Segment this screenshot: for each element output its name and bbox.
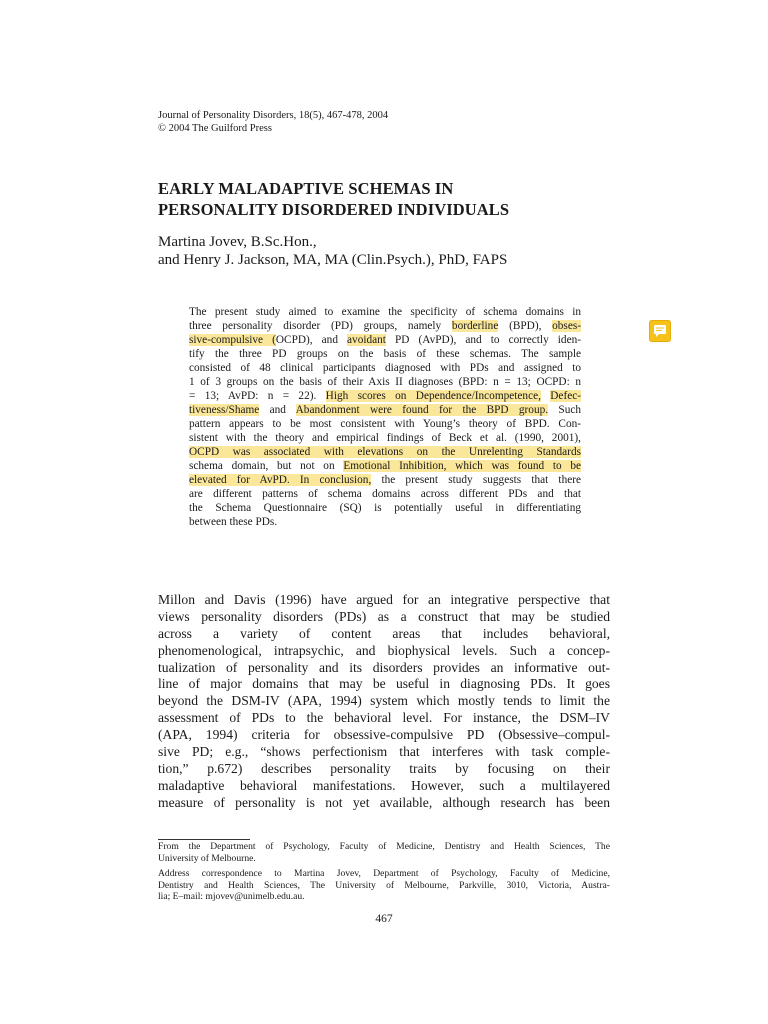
title-line-1: EARLY MALADAPTIVE SCHEMAS IN [158, 179, 454, 198]
body-line: measure of personality is not yet available, although research has been [158, 794, 610, 810]
journal-header [158, 109, 388, 135]
note-glyph [653, 324, 667, 338]
abstract-line: tify the three PD groups on the basis of these schemas. The sample [189, 348, 581, 360]
abstract-line: elevated for AvPD. In conclusion, the present study suggests that there [189, 474, 582, 486]
journal-copyright: © 2004 The Guilford Press [158, 123, 272, 134]
abstract-line: sive-compulsive (OCPD), and avoidant PD (AvPD), and to correctly iden- [189, 334, 581, 346]
footnote-line: Address correspondence to Martina Jovev, Department of Psychology, Faculty of Medicine, [158, 868, 610, 879]
footnote-rule [158, 839, 250, 840]
footnotes [158, 841, 610, 903]
footnote-line: Dentistry and Health Sciences, The University of Melbourne, Parkville, 3010, Victoria, Austra- [158, 879, 610, 891]
abstract [189, 305, 581, 529]
highlight[interactable]: OCPD was associated with elevations on the Unrelenting Standards [189, 446, 581, 458]
highlight[interactable]: avoidant [347, 334, 386, 346]
article-title [158, 178, 509, 220]
body-line: tualization of personality and its disorders provides an informative out- [158, 659, 610, 675]
article-authors [158, 233, 507, 269]
body-line: line of major domains that may be useful in diagnosing PDs. It goes [158, 676, 610, 692]
abstract-line: consisted of 48 clinical participants diagnosed with PDs and assigned to [189, 362, 581, 374]
abstract-line: = 13; AvPD: n = 22). High scores on Dependence/Incompetence, Defec- [189, 390, 581, 402]
body-line: across a variety of content areas that includes behavioral, [158, 625, 610, 641]
title-line-2: PERSONALITY DISORDERED INDIVIDUALS [158, 200, 510, 219]
abstract-line: 1 of 3 groups on the basis of their Axis II diagnoses (BPD: n = 13; OCPD: n [189, 376, 581, 388]
authors-line-1: Martina Jovev, B.Sc.Hon., [158, 234, 317, 250]
abstract-line: schema domain, but not on Emotional Inhibition, which was found to be [189, 460, 582, 472]
highlight[interactable]: Abandonment were found for the BPD group. [295, 404, 549, 416]
footnote-line: From the Department of Psychology, Faculty of Medicine, Dentistry and Health Sciences, The [158, 841, 610, 852]
body-line: views personality disorders (PDs) as a construct that may be studied [158, 608, 610, 624]
body-line: phenomenological, intrapsychic, and biophysical levels. Such a concep- [158, 642, 610, 658]
abstract-line: are different patterns of schema domains across different PDs and that [189, 488, 581, 500]
body-line: beyond the DSM-IV (APA, 1994) system which mostly tends to limit the [158, 693, 610, 709]
body-line: maladaptive behavioral manifestations. However, such a multilayered [158, 777, 610, 793]
footnote-line: University of Melbourne. [158, 852, 256, 864]
body-line: sive PD; e.g., “shows perfectionism that interferes with task comple- [158, 744, 610, 760]
abstract-line [189, 445, 581, 459]
abstract-line: pattern appears to be most consistent with Young’s theory of BPD. Con- [189, 418, 581, 430]
body-line: tion,” p.672) describes personality traits by focusing on their [158, 760, 610, 776]
highlight[interactable]: High scores on Dependence/Incompetence, [325, 390, 541, 402]
highlight[interactable]: sive-compulsive ( [189, 334, 276, 346]
body-line: Millon and Davis (1996) have argued for an integrative perspective that [158, 592, 610, 607]
abstract-line: The present study aimed to examine the specificity of schema domains in [189, 306, 581, 318]
body-text [158, 592, 610, 812]
highlight[interactable]: elevated for AvPD. In conclusion, [189, 474, 372, 486]
highlight[interactable]: borderline [451, 320, 499, 332]
body-line: (APA, 1994) criteria for obsessive-compulsive PD (Obsessive–compul- [158, 727, 610, 743]
footnote-line: lia; E–mail: mjovev@unimelb.edu.au. [158, 891, 305, 902]
highlight[interactable]: Defec- [550, 390, 581, 402]
authors-line-2: and Henry J. Jackson, MA, MA (Clin.Psych.), PhD, FAPS [158, 252, 508, 268]
page-number: 467 [375, 913, 393, 925]
abstract-line: the Schema Questionnaire (SQ) is potentially useful in differentiating [189, 502, 581, 514]
abstract-line: three personality disorder (PD) groups, namely borderline (BPD), obses- [189, 320, 581, 332]
abstract-line: tiveness/Shame and Abandonment were found for the BPD group. Such [189, 404, 582, 416]
abstract-line: between these PDs. [189, 516, 278, 528]
abstract-line: sistent with the theory and empirical findings of Beck et al. (1990, 2001), [189, 432, 581, 444]
body-line: assessment of PDs to the behavioral level. For instance, the DSM–IV [158, 710, 610, 726]
journal-citation: Journal of Personality Disorders, 18(5), 467-478, 2004 [158, 110, 389, 121]
highlight[interactable]: Emotional Inhibition, which was found to be [343, 460, 582, 472]
highlight[interactable]: tiveness/Shame [189, 404, 260, 416]
highlight[interactable]: obses- [552, 320, 581, 332]
comment-note-icon[interactable] [649, 320, 671, 342]
